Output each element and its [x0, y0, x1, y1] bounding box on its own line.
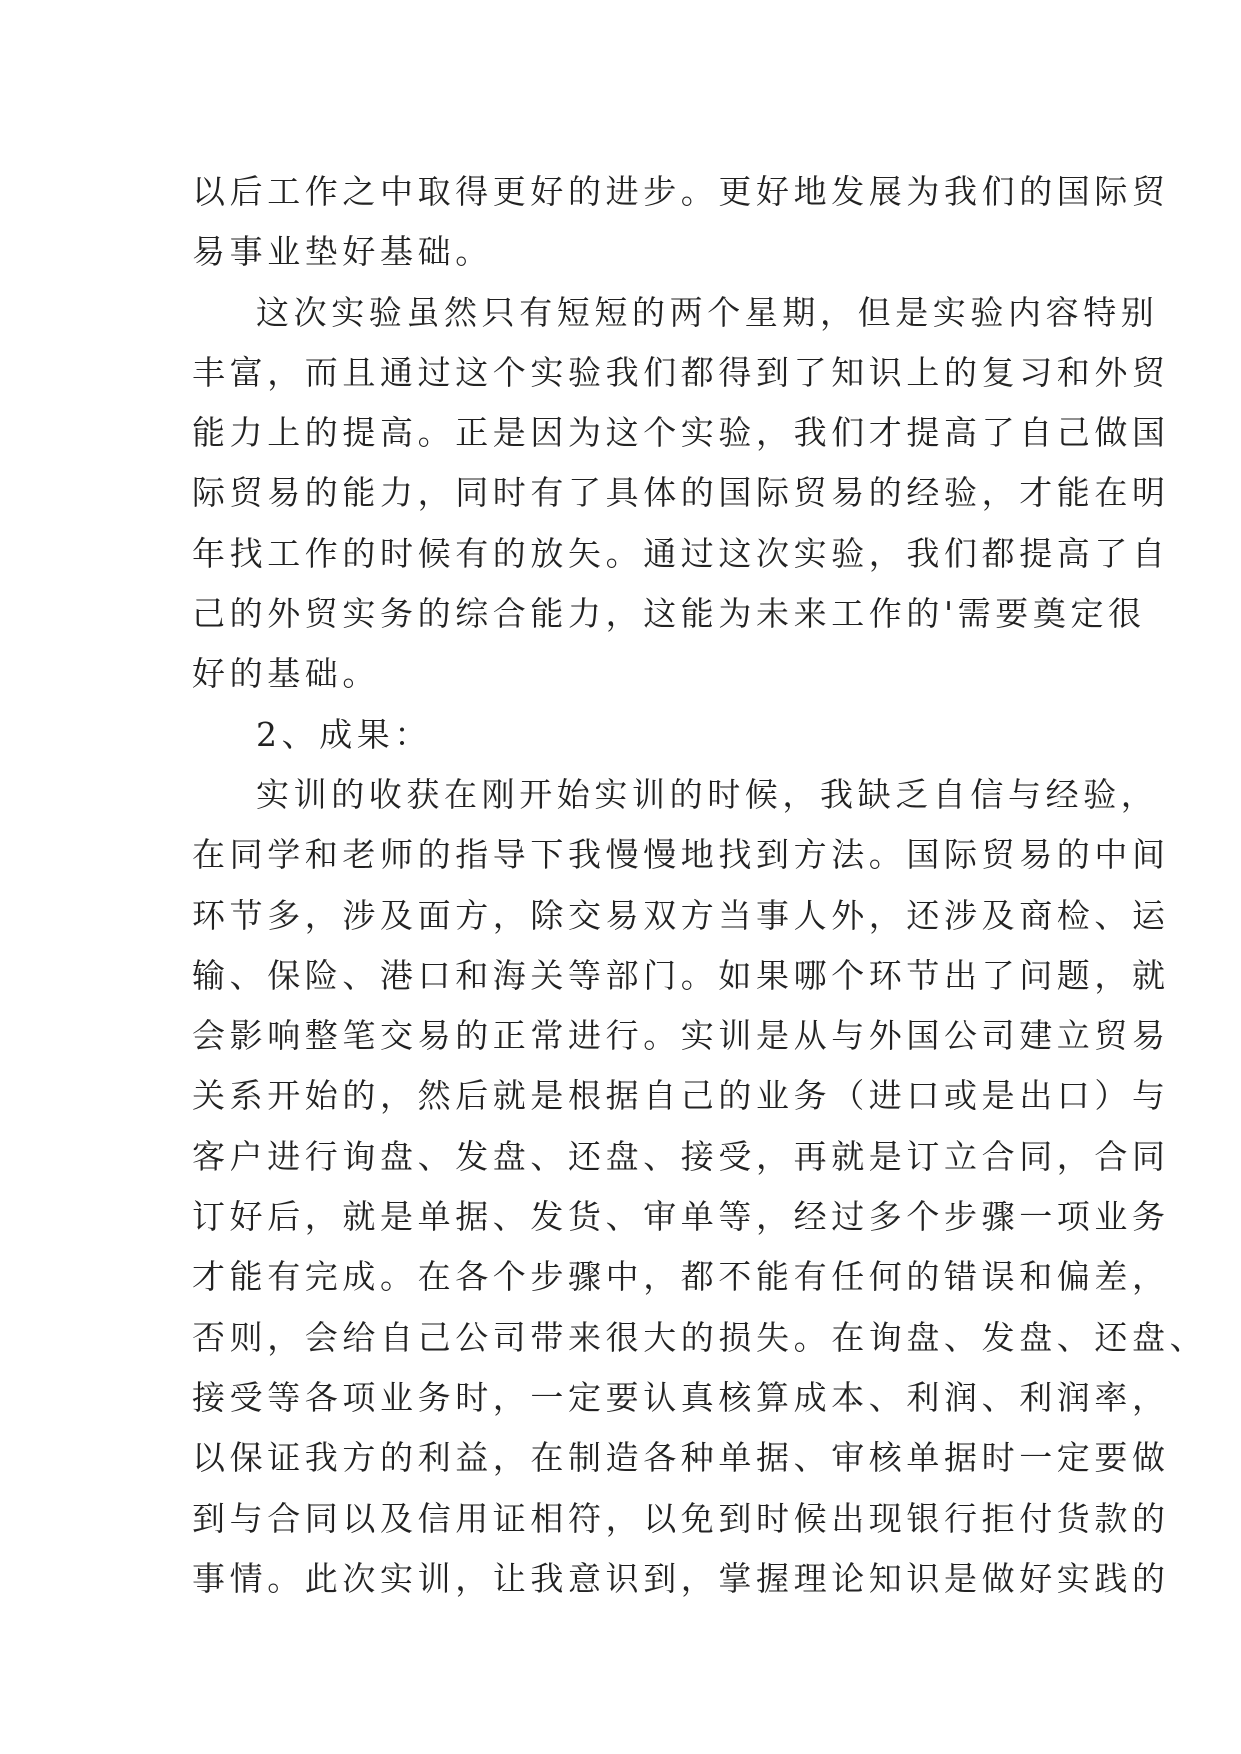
paragraph-start-line: 这次实验虽然只有短短的两个星期，但是实验内容特别 — [256, 292, 1159, 332]
text-line: 以保证我方的利益，在制造各种单据、审核单据时一定要做 — [192, 1438, 1170, 1478]
text-line: 以后工作之中取得更好的进步。更好地发展为我们的国际贸 — [192, 172, 1170, 211]
text-line: 输、保险、港口和海关等部门。如果哪个环节出了问题，就 — [192, 955, 1170, 995]
text-line: 际贸易的能力，同时有了具体的国际贸易的经验，才能在明 — [192, 473, 1170, 513]
text-line: 到与合同以及信用证相符，以免到时候出现银行拒付货款的 — [192, 1498, 1170, 1538]
text-line: 能力上的提高。正是因为这个实验，我们才提高了自己做国 — [192, 413, 1170, 453]
text-line: 丰富，而且通过这个实验我们都得到了知识上的复习和外贸 — [192, 352, 1170, 392]
text-line: 会影响整笔交易的正常进行。实训是从与外国公司建立贸易 — [192, 1016, 1170, 1056]
section-heading: 2、成果： — [256, 714, 432, 754]
text-line: 订好后，就是单据、发货、审单等，经过多个步骤一项业务 — [192, 1197, 1170, 1237]
text-line: 易事业垫好基础。 — [192, 232, 493, 272]
text-line: 关系开始的，然后就是根据自己的业务（进口或是出口）与 — [192, 1076, 1170, 1116]
text-line: 环节多，涉及面方，除交易双方当事人外，还涉及商检、运 — [192, 895, 1170, 935]
text-line: 客户进行询盘、发盘、还盘、接受，再就是订立合同，合同 — [192, 1136, 1170, 1176]
text-line: 在同学和老师的指导下我慢慢地找到方法。国际贸易的中间 — [192, 835, 1170, 875]
text-line: 否则，会给自己公司带来很大的损失。在询盘、发盘、还盘、 — [192, 1317, 1208, 1357]
text-line: 己的外贸实务的综合能力，这能为未来工作的'需要奠定很 — [192, 594, 1146, 634]
text-line: 接受等各项业务时，一定要认真核算成本、利润、利润率， — [192, 1377, 1170, 1417]
document-body — [192, 162, 1208, 1609]
text-line: 年找工作的时候有的放矢。通过这次实验，我们都提高了自 — [192, 533, 1170, 573]
text-line: 好的基础。 — [192, 654, 380, 694]
paragraph-start-line: 实训的收获在刚开始实训的时候，我缺乏自信与经验， — [256, 774, 1159, 814]
text-line: 事情。此次实训，让我意识到，掌握理论知识是做好实践的 — [192, 1558, 1170, 1598]
text-line: 才能有完成。在各个步骤中，都不能有任何的错误和偏差， — [192, 1257, 1170, 1297]
